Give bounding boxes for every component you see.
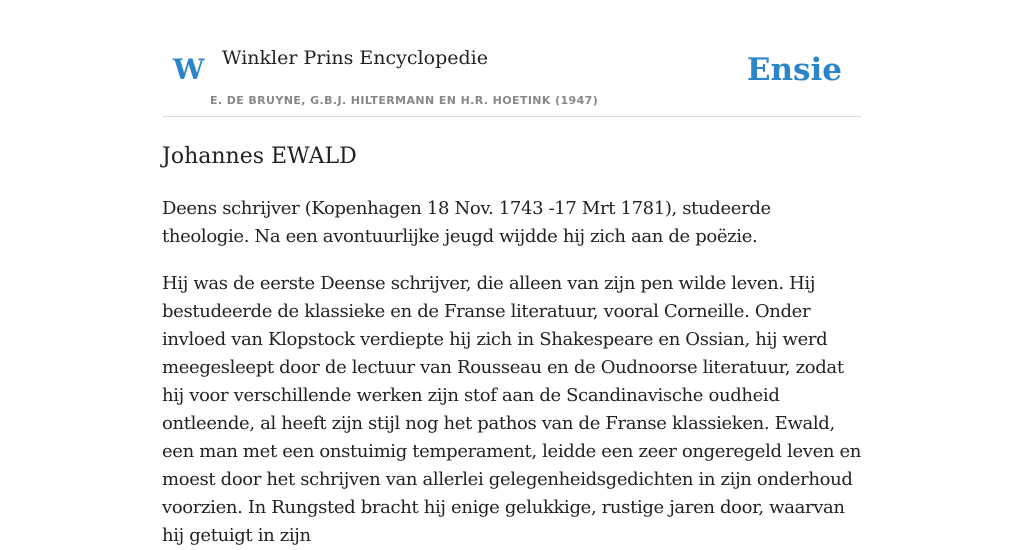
site-header xyxy=(162,0,862,117)
article-paragraph: Hij was de eerste Deense schrijver, die alleen van zijn pen wilde leven. Hij bestudeerde de klassieke en de Franse literatuur, vooral Corneille. Onder invloed van Klopstock verdiepte hij zich in Shakespeare en Ossian, hij werd meegesleept door de lectuur van Rousseau en de Oudnoorse literatuur, zodat hij voor verschillende werken zijn stof aan de Scandinavische oudheid ontleende, al heeft zijn stijl nog het pathos van de Franse klassieken. Ewald, een man met een onstuimig temperament, leidde een zeer ongeregeld leven en moest door het schrijven van allerlei gelegenheidsgedichten in zijn onderhoud voorzien. In Rungsted bracht hij enige gelukkige, rustige jaren door, waarvan hij getuigt in zijn xyxy=(162,273,862,546)
site-title[interactable]: Winkler Prins Encyclopedie xyxy=(222,47,488,69)
ensie-brand-logo[interactable]: Ensie xyxy=(746,52,842,88)
article-paragraph: Deens schrijver (Kopenhagen 18 Nov. 1743 -17 Mrt 1781), studeerde theologie. Na een avontuurlijke jeugd wijdde hij zich aan de poëzie. xyxy=(162,198,771,247)
edition-authors: E. DE BRUYNE, G.B.J. HILTERMANN EN H.R. HOETINK (1947) xyxy=(210,94,599,107)
content-container xyxy=(162,0,862,550)
article-title: Johannes EWALD xyxy=(162,144,357,169)
article xyxy=(162,141,862,550)
winkler-prins-logo-icon[interactable]: W xyxy=(173,53,205,86)
